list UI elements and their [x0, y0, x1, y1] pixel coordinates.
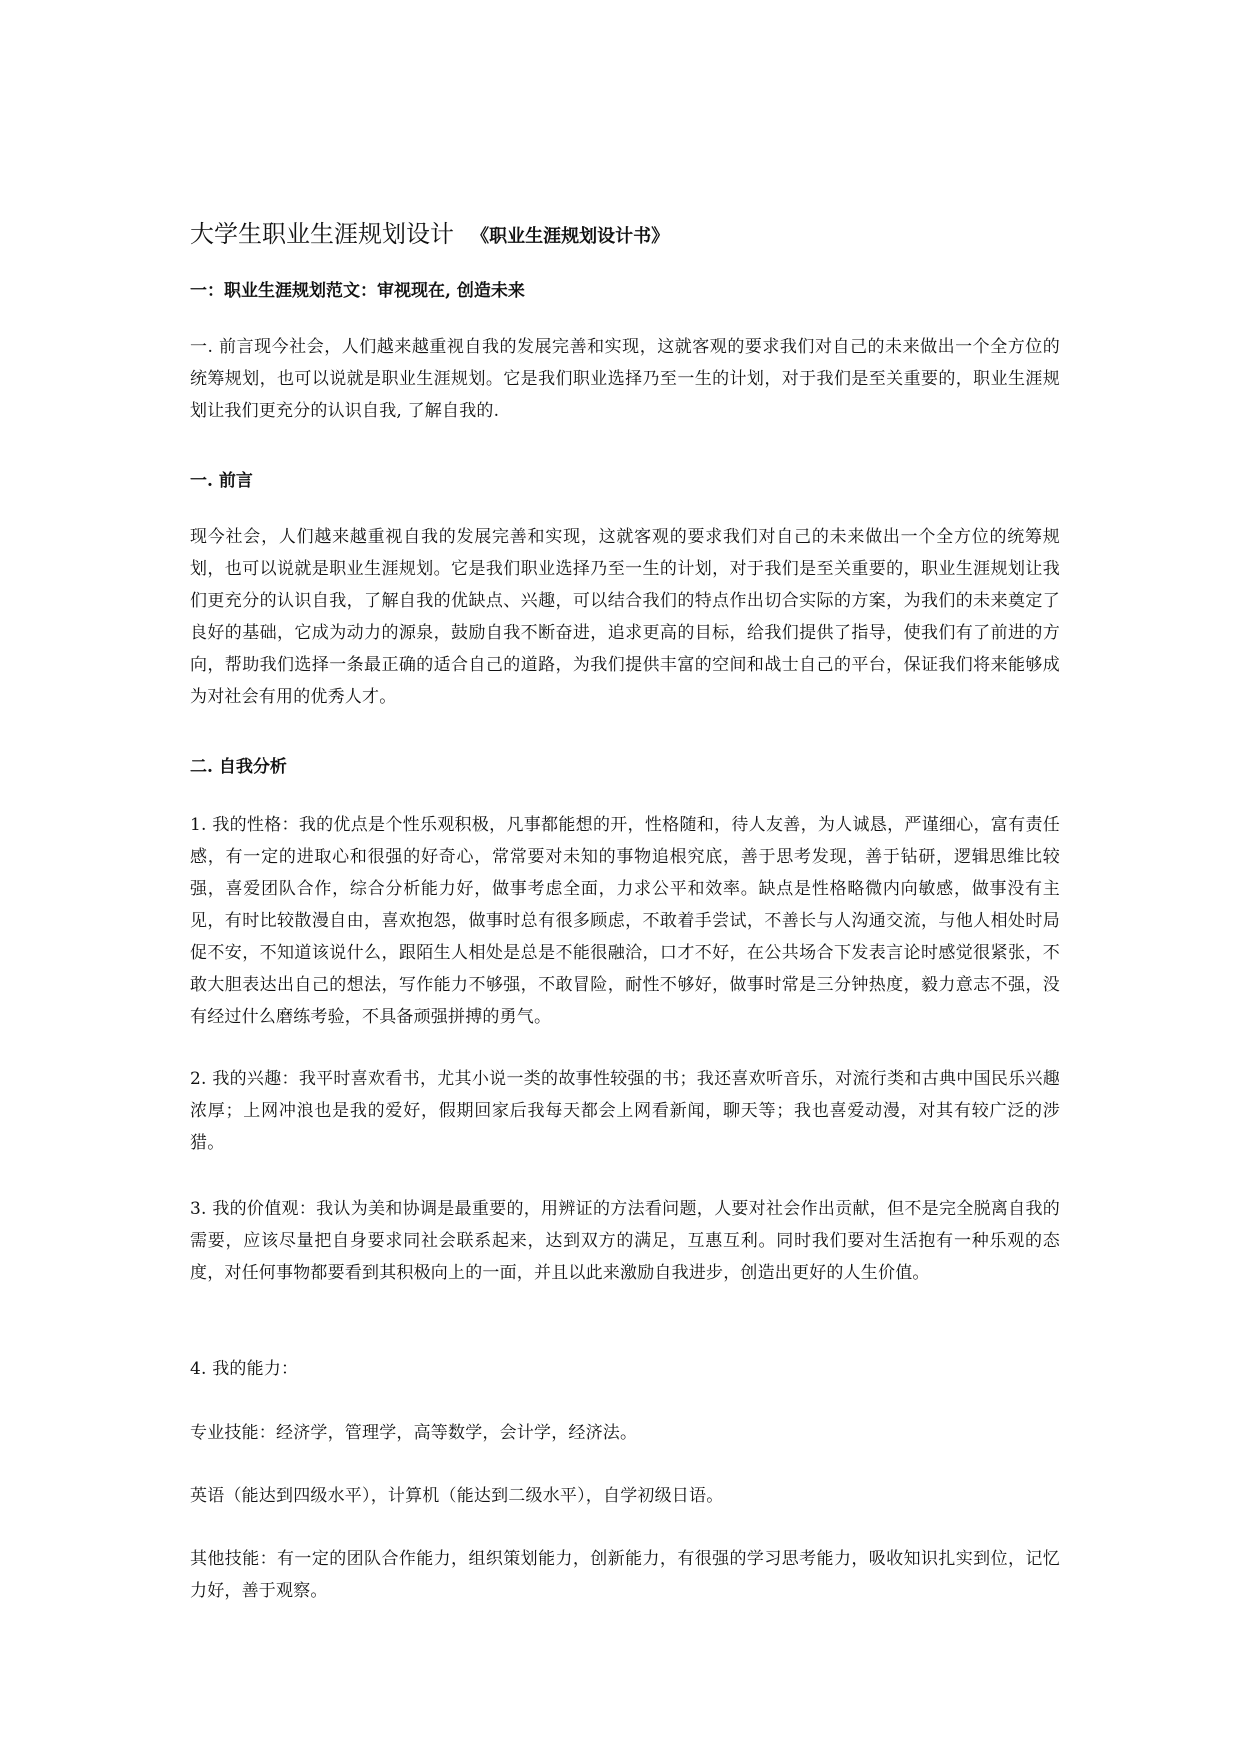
heading-self-analysis: 二. 自我分析 [190, 757, 287, 777]
values-paragraph: 3. 我的价值观：我认为美和协调是最重要的，用辨证的方法看问题，人要对社会作出贡献，但不是完全脱离自我的需要，应该尽量把自身要求同社会联系起来，达到双方的满足，互惠互利。同时我们要对生活抱有一种乐观的态度，对任何事物都要看到其积极向上的一面，并且以此来激励自我进步，创造出更好的人生价值。 [190, 1199, 1060, 1283]
preface-paragraph: 现今社会，人们越来越重视自我的发展完善和实现，这就客观的要求我们对自己的未来做出一个全方位的统筹规划，也可以说就是职业生涯规划。它是我们职业选择乃至一生的计划，对于我们是至关重要的，职业生涯规划让我们更充分的认识自我，了解自我的优缺点、兴趣，可以结合我们的特点作出切合实际的方案，为我们的未来奠定了良好的基础，它成为动力的源泉，鼓励自我不断奋进，追求更高的目标，给我们提供了指导，使我们有了前进的方向，帮助我们选择一条最正确的适合自己的道路，为我们提供丰富的空间和战士自己的平台，保证我们将来能够成为对社会有用的优秀人才。 [190, 527, 1060, 707]
section-heading: 一：职业生涯规划范文：审视现在, 创造未来 [190, 281, 525, 301]
abilities-heading: 4. 我的能力： [190, 1359, 299, 1379]
language-skills: 英语（能达到四级水平），计算机（能达到二级水平），自学初级日语。 [190, 1486, 724, 1506]
title-row [190, 214, 669, 249]
interests-paragraph: 2. 我的兴趣：我平时喜欢看书，尤其小说一类的故事性较强的书；我还喜欢听音乐，对流行类和古典中国民乐兴趣浓厚；上网冲浪也是我的爱好，假期回家后我每天都会上网看新闻，聊天等；我也喜爱动漫，对其有较广泛的涉猎。 [190, 1069, 1060, 1153]
document-page [190, 0, 1060, 1754]
personality-paragraph: 1. 我的性格：我的优点是个性乐观积极，凡事都能想的开，性格随和，待人友善，为人诚恳，严谨细心，富有责任感，有一定的进取心和很强的好奇心，常常要对未知的事物追根究底，善于思考发现，善于钻研，逻辑思维比较强，喜爱团队合作，综合分析能力好，做事考虑全面，力求公平和效率。缺点是性格略微内向敏感，做事没有主见，有时比较散漫自由，喜欢抱怨，做事时总有很多顾虑，不敢着手尝试，不善长与人沟通交流，与他人相处时局促不安，不知道该说什么，跟陌生人相处是总是不能很融洽，口才不好，在公共场合下发表言论时感觉很紧张，不敢大胆表达出自己的想法，写作能力不够强，不敢冒险，耐性不够好，做事时常是三分钟热度，毅力意志不强，没有经过什么磨练考验，不具备顽强拼搏的勇气。 [190, 815, 1060, 1027]
intro-paragraph: 一. 前言现今社会，人们越来越重视自我的发展完善和实现，这就客观的要求我们对自己的未来做出一个全方位的统筹规划，也可以说就是职业生涯规划。它是我们职业选择乃至一生的计划，对于我们是至关重要的，职业生涯规划让我们更充分的认识自我, 了解自我的. [190, 337, 1060, 421]
professional-skills: 专业技能：经济学，管理学，高等数学，会计学，经济法。 [190, 1423, 638, 1443]
other-skills: 其他技能：有一定的团队合作能力，组织策划能力，创新能力，有很强的学习思考能力，吸收知识扎实到位，记忆力好，善于观察。 [190, 1549, 1060, 1601]
document-title: 大学生职业生涯规划设计 [190, 220, 454, 248]
heading-preface: 一. 前言 [190, 471, 253, 491]
document-subtitle: 《职业生涯规划设计书》 [471, 226, 670, 247]
